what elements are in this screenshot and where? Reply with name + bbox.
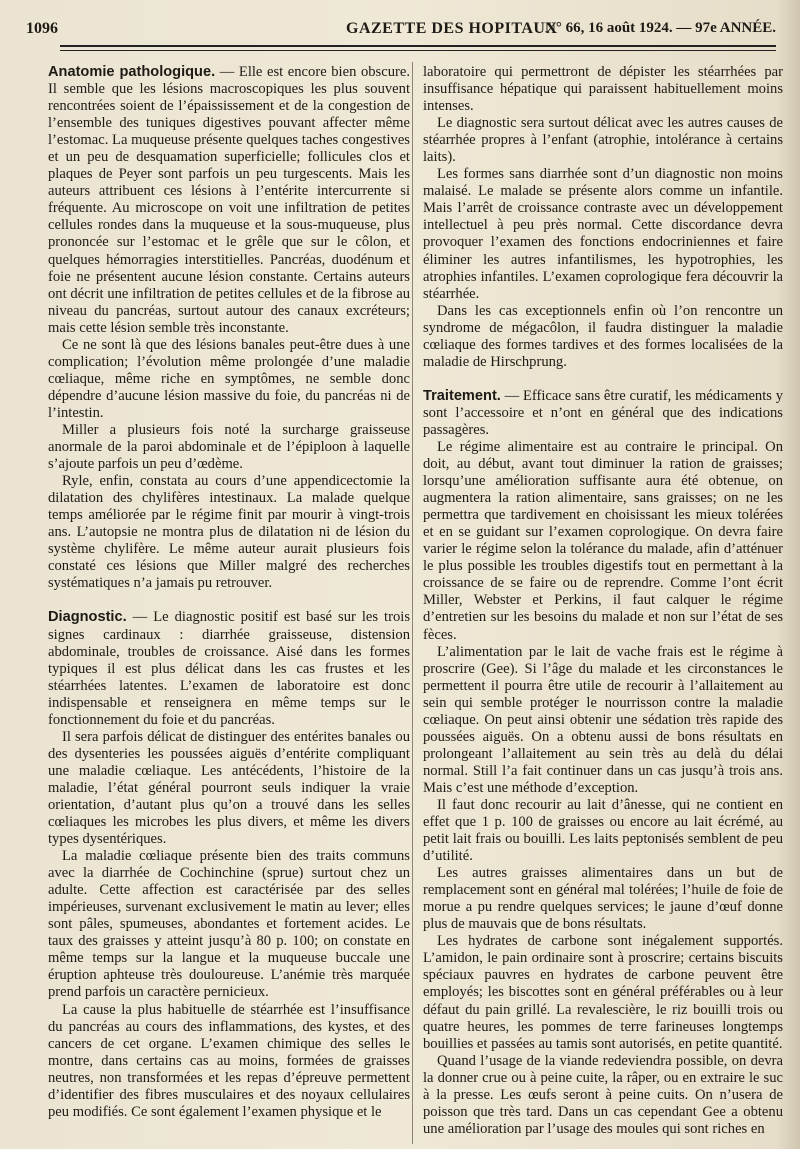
diagnostic-continued-paragraph-2: Le diagnostic sera surtout délicat avec les autres causes de stéarrhée propres à l’enfant (atrophie, intolérance à certains laits). — [423, 115, 783, 166]
diagnostic-paragraph-4: La cause la plus habituelle de stéarrhée est l’insuffisance du pancréas au cours des inflammations, des kystes, et des cancers de cet organe. L’examen chimique des selles le montre, dans certains cas au moins, formées de graisses neutres, non transformées et les repas d’épreuve permettent d’identifier des fibres musculaires et des noyaux cellulaires peu modifiés. Ce sont également l’examen physique et le — [48, 1001, 410, 1120]
right-column — [423, 64, 783, 1138]
traitement-paragraph-5: Les autres graisses alimentaires dans un but de remplacement sont en général mal tolérées; l’huile de foie de morue a pu rendre quelques services; le jaune d’œuf donne plus de mauvais que de bons résultats. — [423, 865, 783, 933]
diagnostic-paragraph-1 — [48, 609, 410, 728]
section-heading-traitement: Traitement. — [423, 387, 501, 404]
issue-info: N° 66, 16 août 1924. — 97e ANNÉE. — [544, 20, 776, 36]
diagnostic-continued-paragraph-3: Les formes sans diarrhée sont d’un diagnostic non moins malaisé. Le malade se présente alors comme un infantile. Mais l’arrêt de croissance contraste avec un développement intellectuel à peu près normal. Cette discordance devra provoquer l’examen des fonctions endocriniennes et faire éliminer les autres infantilismes, les hypotrophies, les atrophies infantiles. L’examen coprologique fera découvrir la stéarrhée. — [423, 166, 783, 302]
diagnostic-continued-paragraph-4: Dans les cas exceptionnels enfin où l’on rencontre un syndrome de mégacôlon, il faudra distinguer la maladie cœliaque des formes tardives et des formes localisées de la maladie de Hirschprung. — [423, 302, 783, 370]
page-number: 1096 — [26, 20, 58, 37]
section-heading-anatomie: Anatomie pathologique. — [48, 64, 216, 80]
traitement-paragraph-2: Le régime alimentaire est au contraire le principal. On doit, au début, avant tout diminuer la ration de graisses; lorsqu’une amélioration suffisante aura été obtenue, on augmentera la ration alimentaire, sans graisses; on ne les permettra que tardivement en choisissant les mieux tolérées et en se guidant sur l’examen coprologique. On devra faire varier le régime selon la tolérance du malade, afin d’atténuer le plus possible les troubles digestifs tout en permettant à la croissance de se faire ou de reprendre. Comme l’ont écrit Miller, Webster et Perkins, il faut calquer le régime d’entretien sur les besoins du malade et non sur l’état de ses fèces. — [423, 438, 783, 643]
diagnostic-continued-paragraph-1: laboratoire qui permettront de dépister les stéarrhées par insuffisance hépatique qui paraissent habituellement moins intenses. — [423, 64, 783, 115]
header-rule-thick — [60, 45, 776, 47]
diagnostic-paragraph-3: La maladie cœliaque présente bien des traits communs avec la diarrhée de Cochinchine (sprue) surtout chez un adulte. Cette affection est caractérisée par des selles impérieuses, survenant exclusivement le matin au lever; elles sont pâles, spumeuses, abondantes et fortement acides. Le taux des graisses y atteint jusqu’à 80 p. 100; on constate en même temps sur la langue et la muqueuse buccale une éruption aphteuse très douloureuse. L’anémie très marquée prend parfois un caractère pernicieux. — [48, 848, 410, 1001]
anatomie-paragraph-3: Miller a plusieurs fois noté la surcharge graisseuse anormale de la paroi abdominale et de l’épiploon à laquelle s’ajoute parfois un peu d’œdème. — [48, 421, 410, 473]
header-rule-thin — [60, 50, 776, 51]
left-column — [48, 64, 410, 1121]
traitement-paragraph-4: Il faut donc recourir au lait d’ânesse, qui ne contient en effet que 1 p. 100 de graisses ou encore au lait écrémé, au petit lait frais ou bouilli. Les laits peptonisés semblent de peu d’utilité. — [423, 796, 783, 865]
traitement-paragraph-1 — [423, 388, 783, 439]
section-heading-diagnostic: Diagnostic. — [48, 609, 127, 626]
page-header — [26, 20, 776, 42]
journal-title: GAZETTE DES HOPITAUX — [346, 20, 558, 37]
traitement-paragraph-3: L’alimentation par le lait de vache frais est le régime à proscrire (Gee). Si l’âge du malade et les circonstances le permettent il pourra être utile de recourir à l’allaitement au sein qui semble protéger le nourrisson contre la maladie cœliaque. On peut ainsi obtenir une sédation très rapide des poussées aiguës. On a obtenu aussi de bons résultats en prolongeant l’allaitement au sein très au delà du délai normal. Still l’a fait continuer dans un cas jusqu’à trois ans. Mais c’est une méthode d’exception. — [423, 643, 783, 796]
anatomie-paragraph-2: Ce ne sont là que des lésions banales peut-être dues à une complication; l’évolution même prolongée d’une maladie cœliaque, même riche en symptômes, ne semble donc dépendre d’aucune lésion massive du foie, du pancréas ni de l’intestin. — [48, 336, 410, 421]
traitement-paragraph-6: Les hydrates de carbone sont inégalement supportés. L’amidon, le pain ordinaire sont à proscrire; certains biscuits spéciaux pauvres en hydrates de carbone peuvent être employés; les biscottes sont en général préférables ou à leur défaut du pain grillé. La revalescière, le riz bouilli trois ou quatre heures, les pommes de terre farineuses longtemps bouillies et passées au tamis sont autorisés, en petite quantité. — [423, 933, 783, 1052]
anatomie-paragraph-4: Ryle, enfin, constata au cours d’une appendicectomie la dilatation des chylifères intestinaux. La malade quelque temps améliorée par le régime finit par mourir à vingt-trois ans. L’autopsie ne montra plus de dilatation ni de lésion du système chylifère. Le même auteur aurait plusieurs fois constaté ces lésions que Miller malgré des recherches systématiques n’a jamais pu retrouver. — [48, 473, 410, 592]
anatomie-paragraph-1 — [48, 64, 410, 337]
diagnostic-paragraph-2: Il sera parfois délicat de distinguer des entérites banales ou des dysenteries les poussées aiguës d’entérite compliquant une maladie cœliaque. Les antécédents, l’histoire de la maladie, l’état général pourront seuls indiquer la vraie orientation, d’autant plus qu’on a trouvé dans les selles cœliaques les microbes les plus divers, et même les divers types dysentériques. — [48, 728, 410, 848]
column-divider — [412, 62, 413, 1144]
traitement-paragraph-7: Quand l’usage de la viande redeviendra possible, on devra la donner crue ou à peine cuite, la râper, ou en extraire le suc à la presse. Les œufs seront à peine cuits. On n’usera de poisson que très tard. Dans un cas cependant Gee a obtenu une amélioration par l’usage des moules qui sont riches en — [423, 1052, 783, 1137]
anatomie-text-1: — Elle est encore bien obscure. Il semble que les lésions macroscopiques les plus souvent rencontrées soient de l’épaississement et de la congestion de l’ensemble des tuniques digestives pouvant affecter même l’estomac. La muqueuse présente quelques taches congestives et un peu de desquamation superficielle; follicules clos et plaques de Peyer sont parfois un peu turgescents. Mais les auteurs attribuent ces lésions à l’entérite intercurrente si fréquente. Au microscope on voit une infiltration de petites cellules rondes dans la muqueuse et la sous-muqueuse, plus prononcée sur l’estomac et le grêle que sur le côlon, et quelques hémorragies interstitielles. Pancréas, duodénum et foie ne présentent aucune lésion constante. Certains auteurs ont décrit une infiltration de petites cellules et de la fibrose au niveau du pancréas, surtout autour des canaux excréteurs; mais cette lésion semble très inconstante. — [48, 64, 410, 336]
diagnostic-text-1: — Le diagnostic positif est basé sur les trois signes cardinaux : diarrhée graisseuse, distension abdominale, troubles de croissance. Aisé dans les formes typiques il est plus délicat dans les cas frustes et les stéarrhées latentes. L’examen de laboratoire est donc indispensable et renseignera en même temps sur le fonctionnement du foie et du pancréas. — [48, 609, 410, 728]
traitement-text-1: — Efficace sans être curatif, les médicaments y sont l’accessoire et n’ont en général que des indications passagères. — [423, 387, 783, 438]
